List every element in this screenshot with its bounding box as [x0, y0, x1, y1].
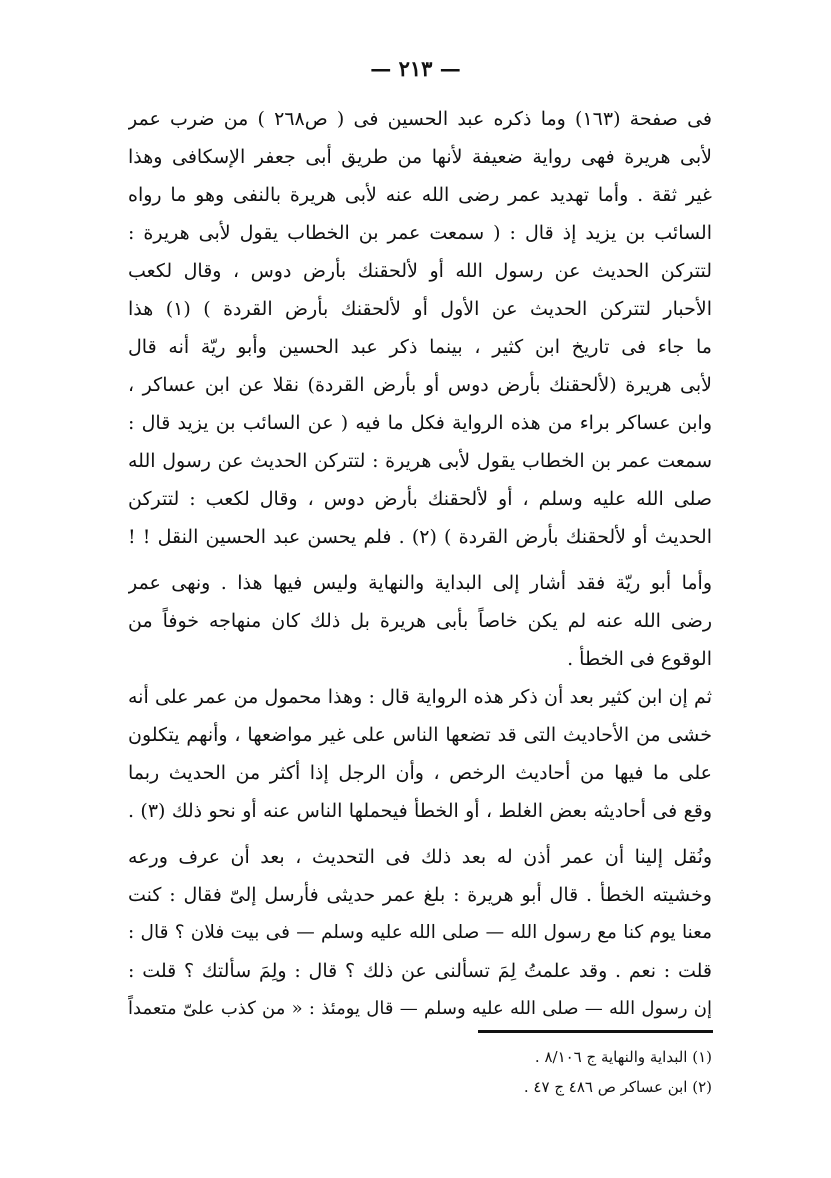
text-line: لأبى هريرة فهى رواية ضعيفة لأنها من طريق أبى جعفر الإسكافى وهذا — [128, 146, 712, 168]
text-line: فى صفحة (١٦٣) وما ذكره عبد الحسين فى ( ص٢٦٨ ) من ضرب عمر — [128, 108, 712, 130]
text-line: الحديث أو لألحقنك بأرض القردة ) (٢) . فلم يحسن عبد الحسين النقل ! ! — [128, 526, 712, 548]
text-line: قلت : نعم . وقد علمتُ لِمَ تسألنى عن ذلك ؟ قال : ولِمَ سألتك ؟ قلت : — [128, 960, 712, 982]
text-line: رضى الله عنه لم يكن خاصاً بأبى هريرة بل ذلك كان منهاجه خوفاً من — [128, 610, 712, 632]
text-line: ونُقل إلينا أن عمر أذن له بعد ذلك فى التحديث ، بعد أن عرف ورعه — [128, 846, 712, 868]
text-line: غير ثقة . وأما تهديد عمر رضى الله عنه لأبى هريرة بالنفى وهو ما رواه — [128, 184, 712, 206]
footnote: (١) البداية والنهاية ج ٨/١٠٦ . — [534, 1048, 712, 1066]
text-line: خشى من الأحاديث التى قد تضعها الناس على غير مواضعها ، وأنهم يتكلون — [128, 724, 712, 746]
text-line: وابن عساكر براء من هذه الرواية فكل ما فيه ( عن السائب بن يزيد قال : — [128, 412, 712, 434]
text-line: ثم إن ابن كثير بعد أن ذكر هذه الرواية قال : وهذا محمول من عمر على أنه — [128, 686, 712, 708]
page-number: — ٢١٣ — — [370, 56, 461, 81]
text-line: وقع فى أحاديثه بعض الغلط ، أو الخطأ فيحملها الناس عنه أو نحو ذلك (٣) . — [128, 800, 712, 822]
footnote-divider — [478, 1030, 713, 1033]
text-line: معنا يوم كنا مع رسول الله — صلى الله عليه وسلم — فى بيت فلان ؟ قال : — [128, 922, 712, 943]
text-line: ما جاء فى تاريخ ابن كثير ، بينما ذكر عبد الحسين وأبو ريّة أنه قال — [128, 336, 712, 358]
text-line: لتتركن الحديث عن رسول الله أو لألحقنك بأرض دوس ، وقال لكعب — [128, 260, 712, 282]
text-line: السائب بن يزيد إذ قال : ( سمعت عمر بن الخطاب يقول لأبى هريرة : — [128, 222, 712, 244]
text-line: وخشيته الخطأ . قال أبو هريرة : بلغ عمر حديثى فأرسل إلىّ فقال : كنت — [128, 884, 712, 906]
text-line: الأحبار لتتركن الحديث عن الأول أو لألحقنك بأرض القردة ) (١) هذا — [128, 298, 712, 320]
text-line: على ما فيها من أحاديث الرخص ، وأن الرجل إذا أكثر من الحديث ربما — [128, 762, 712, 784]
text-line: وأما أبو ريّة فقد أشار إلى البداية والنهاية وليس فيها هذا . ونهى عمر — [128, 572, 712, 594]
body-text — [128, 100, 712, 1028]
footnote: (٢) ابن عساكر ص ٤٨٦ ج ٤٧ . — [523, 1078, 712, 1096]
text-line: سمعت عمر بن الخطاب يقول لأبى هريرة : لتتركن الحديث عن رسول الله — [128, 450, 712, 472]
text-line: لأبى هريرة (لألحقنك بأرض دوس أو بأرض القردة) نقلا عن ابن عساكر ، — [128, 374, 712, 396]
footnotes — [420, 1042, 712, 1102]
text-line: إن رسول الله — صلى الله عليه وسلم — قال يومئذ : « من كذب علىّ متعمداً — [128, 998, 712, 1019]
text-line: صلى الله عليه وسلم ، أو لألحقنك بأرض دوس ، وقال لكعب : لتتركن — [128, 488, 712, 510]
text-line: الوقوع فى الخطأ . — [567, 648, 712, 670]
